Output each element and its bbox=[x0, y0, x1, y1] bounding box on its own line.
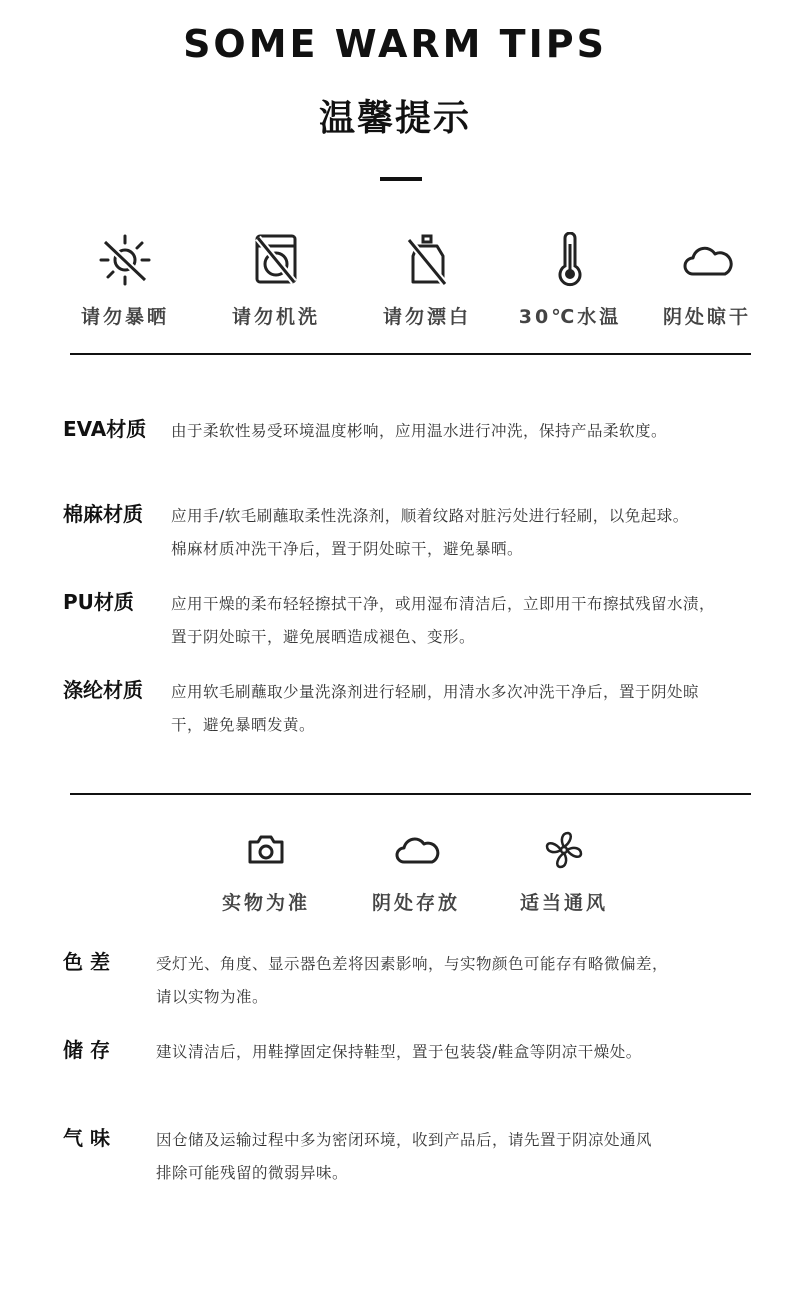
divider-top bbox=[70, 353, 751, 355]
care-label: 阴处晾干 bbox=[662, 306, 751, 328]
divider-middle bbox=[70, 793, 751, 795]
care-item-water-temp bbox=[500, 232, 640, 329]
care-item-no-machine-wash bbox=[206, 232, 346, 329]
camera-icon bbox=[242, 826, 290, 874]
material-label: 棉麻材质 bbox=[63, 502, 143, 526]
note-text-line: 排除可能残留的微弱异味。 bbox=[156, 1164, 349, 1182]
no-machine-wash-icon bbox=[248, 232, 304, 288]
storage-label: 实物为准 bbox=[221, 892, 310, 914]
care-item-no-bleach bbox=[357, 232, 497, 329]
material-text-line: 棉麻材质冲洗干净后，置于阴处晾干，避免暴晒。 bbox=[171, 540, 524, 558]
note-text bbox=[156, 1124, 652, 1190]
page-title-en: SOME WARM TIPS bbox=[183, 22, 607, 66]
note-label: 色 差 bbox=[63, 950, 110, 974]
care-label: 请勿机洗 bbox=[231, 306, 320, 328]
note-text bbox=[156, 1036, 642, 1069]
storage-label: 适当通风 bbox=[519, 892, 608, 914]
material-text bbox=[171, 588, 715, 654]
material-text-line: 由于柔软性易受环境温度彬响，应用温水进行冲洗，保持产品柔软度。 bbox=[171, 422, 668, 440]
title-underline bbox=[380, 177, 422, 181]
material-label: 涤纶材质 bbox=[63, 678, 143, 702]
fan-icon bbox=[540, 826, 588, 874]
no-sun-icon bbox=[97, 232, 153, 288]
material-text-line: 置于阴处晾干，避免展晒造成褪色、变形。 bbox=[171, 628, 476, 646]
storage-label: 阴处存放 bbox=[371, 892, 460, 914]
care-label: 请勿暴晒 bbox=[80, 306, 169, 328]
no-bleach-icon bbox=[399, 232, 455, 288]
cloud-icon bbox=[679, 232, 735, 288]
note-text-line: 建议清洁后，用鞋撑固定保持鞋型，置于包装袋/鞋盒等阴凉干燥处。 bbox=[156, 1043, 642, 1061]
material-text-line: 应用软毛刷蘸取少量洗涤剂进行轻刷，用清水多次冲洗干净后，置于阴处晾 bbox=[171, 683, 700, 701]
note-text-line: 因仓储及运输过程中多为密闭环境，收到产品后，请先置于阴凉处通风 bbox=[156, 1131, 653, 1149]
material-text-line: 干，避免暴晒发黄。 bbox=[171, 716, 316, 734]
thermometer-icon bbox=[542, 232, 598, 288]
material-text bbox=[171, 415, 667, 448]
cloud-icon bbox=[392, 826, 440, 874]
material-text-line: 应用手/软毛刷蘸取柔性洗涤剂，顺着纹路对脏污处进行轻刷，以免起球。 bbox=[171, 507, 689, 525]
note-text-line: 受灯光、角度、显示器色差将因素影响，与实物颜色可能存有略微偏差， bbox=[156, 955, 669, 973]
note-label: 气 味 bbox=[63, 1126, 110, 1150]
note-text bbox=[156, 948, 668, 1014]
storage-item-actual bbox=[196, 826, 336, 915]
note-label: 储 存 bbox=[63, 1038, 110, 1062]
material-text-line: 应用干燥的柔布轻轻擦拭干净，或用湿布清洁后，立即用干布擦拭残留水渍， bbox=[171, 595, 716, 613]
storage-item-ventilation bbox=[494, 826, 634, 915]
material-text bbox=[171, 676, 699, 742]
material-label: PU材质 bbox=[63, 590, 134, 614]
material-text bbox=[171, 500, 689, 566]
care-item-shade-dry bbox=[637, 232, 777, 329]
storage-item-shade bbox=[346, 826, 486, 915]
care-label: 30℃水温 bbox=[518, 306, 622, 328]
care-label: 请勿漂白 bbox=[382, 306, 471, 328]
care-item-no-sun bbox=[55, 232, 195, 329]
note-text-line: 请以实物为准。 bbox=[156, 988, 269, 1006]
material-label: EVA材质 bbox=[63, 417, 147, 441]
page-title-cn: 温馨提示 bbox=[318, 98, 471, 139]
